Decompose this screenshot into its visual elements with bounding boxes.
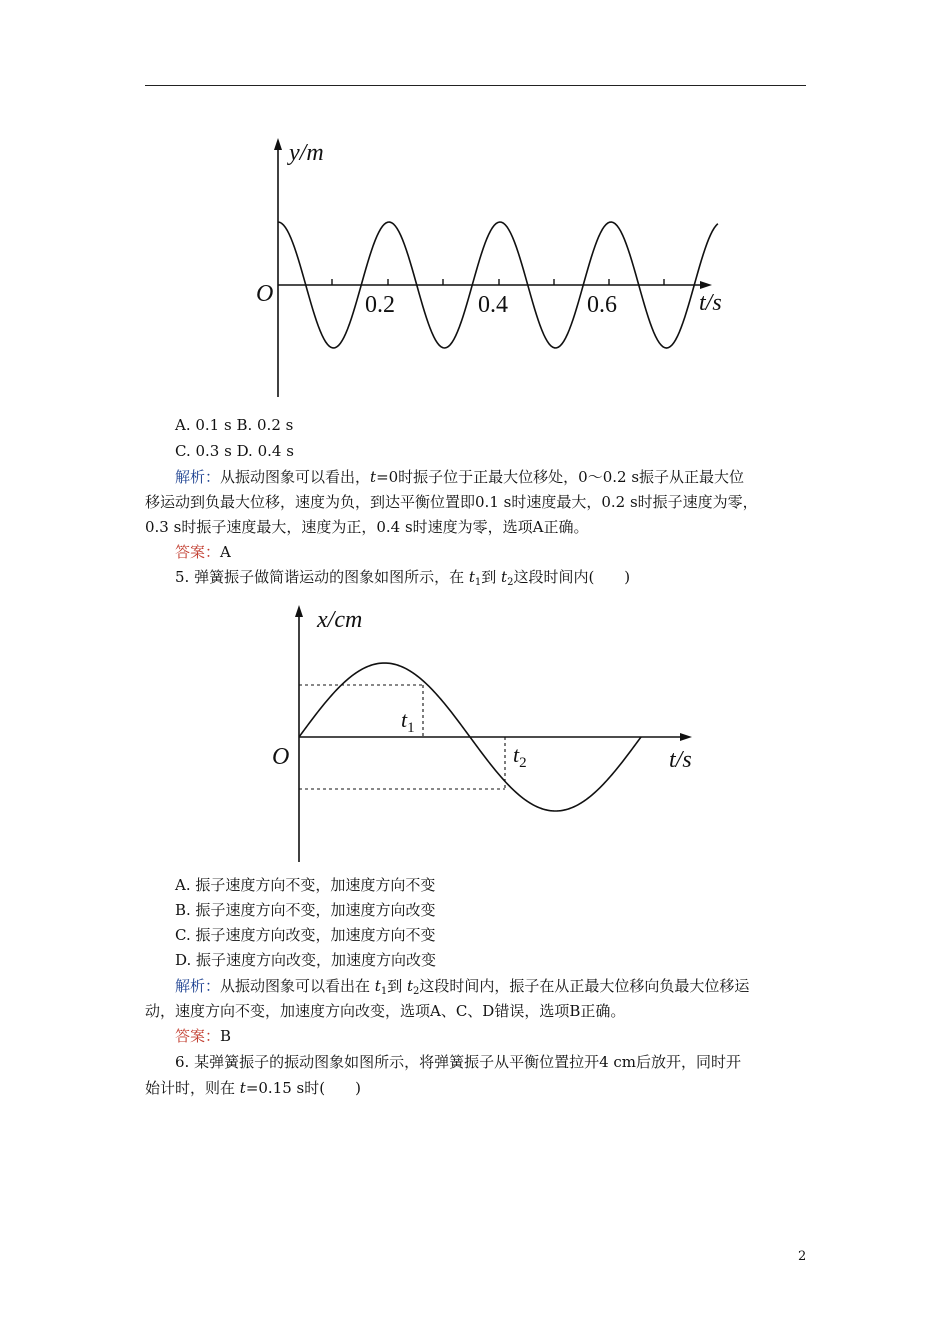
q4-options-line1: A. 0.1 s B. 0.2 s xyxy=(175,416,294,434)
x-axis-arrow xyxy=(700,281,712,289)
t-symbol: t xyxy=(468,568,475,586)
analysis-text: 从振动图象可以看出在 xyxy=(220,977,375,995)
q5-option-c: C. 振子速度方向改变，加速度方向不变 xyxy=(175,926,436,944)
origin-label: O xyxy=(256,281,274,307)
t-symbol: t xyxy=(406,977,414,995)
q5-answer xyxy=(175,1025,231,1047)
subscript: 1 xyxy=(474,577,482,588)
q4-options-line2: C. 0.3 s D. 0.4 s xyxy=(175,442,294,460)
subscript: 1 xyxy=(380,986,388,997)
header-rule xyxy=(145,85,806,86)
tick-label-0.2: 0.2 xyxy=(365,292,395,318)
subscript: 2 xyxy=(413,986,420,997)
stem-text: 这段时间内( ) xyxy=(513,568,631,586)
y-axis-label: y/m xyxy=(289,140,324,166)
origin-label: O xyxy=(272,744,290,770)
t-symbol: t xyxy=(374,977,381,995)
q5-stem xyxy=(175,566,630,594)
page-number: 2 xyxy=(798,1249,807,1264)
t2-label: $t_2$ xyxy=(513,742,527,771)
answer-label: 答案： xyxy=(175,543,221,561)
answer-label: 答案： xyxy=(175,1027,221,1045)
q5-option-b: B. 振子速度方向不变，加速度方向改变 xyxy=(175,901,436,919)
t-symbol: t xyxy=(370,468,377,486)
q4-analysis-line1 xyxy=(175,466,744,488)
analysis-text: 这段时间内，振子在从正最大位移向负最大位移运 xyxy=(419,977,750,995)
x-axis-label: t/s xyxy=(669,747,692,773)
stem-text: =0.15 s时( ) xyxy=(245,1079,361,1097)
analysis-text: 从振动图象可以看出， xyxy=(220,468,371,486)
answer-value: A xyxy=(220,543,231,561)
stem-text: 5. 弹簧振子做简谐运动的图象如图所示，在 xyxy=(175,568,469,586)
t1-label: $t_1$ xyxy=(401,707,415,736)
q5-analysis-line2: 动，速度方向不变，加速度方向改变，选项A、C、D错误，选项B正确。 xyxy=(145,1002,626,1020)
q4-analysis-line3: 0.3 s时振子速度最大，速度为正，0.4 s时速度为零，选项A正确。 xyxy=(145,518,589,536)
analysis-label: 解析： xyxy=(175,977,221,995)
q5-analysis-line1 xyxy=(175,975,749,1003)
q4-analysis-line2: 移运动到负最大位移，速度为负，到达平衡位置即0.1 s时速度最大，0.2 s时振子速度为零， xyxy=(145,493,758,511)
q4-answer xyxy=(175,541,231,563)
tick-label-0.4: 0.4 xyxy=(478,292,508,318)
y-axis-arrow xyxy=(295,605,303,617)
x-axis-arrow xyxy=(680,733,692,741)
tick-label-0.6: 0.6 xyxy=(587,292,617,318)
stem-text: 始计时，则在 xyxy=(145,1079,240,1097)
q5-option-d: D. 振子速度方向改变，加速度方向改变 xyxy=(175,951,437,969)
analysis-label: 解析： xyxy=(175,468,221,486)
graph-2 xyxy=(255,600,715,865)
graph-1 xyxy=(240,130,750,405)
stem-text: 到 xyxy=(481,568,502,586)
q5-option-a: A. 振子速度方向不变，加速度方向不变 xyxy=(175,876,436,894)
subscript: 2 xyxy=(507,577,514,588)
answer-value: B xyxy=(220,1027,232,1045)
t-symbol: t xyxy=(501,568,508,586)
q6-stem-line2 xyxy=(145,1077,361,1099)
x-axis-label: t/s xyxy=(699,290,722,316)
analysis-text: 到 xyxy=(387,977,407,995)
y-axis-arrow xyxy=(274,138,282,150)
analysis-text: =0时振子位于正最大位移处，0～0.2 s振子从正最大位 xyxy=(376,468,745,486)
q6-stem-line1: 6. 某弹簧振子的振动图象如图所示，将弹簧振子从平衡位置拉开4 cm后放开，同时开 xyxy=(175,1053,742,1071)
y-axis-label: x/cm xyxy=(317,607,363,633)
t-symbol: t xyxy=(239,1079,246,1097)
